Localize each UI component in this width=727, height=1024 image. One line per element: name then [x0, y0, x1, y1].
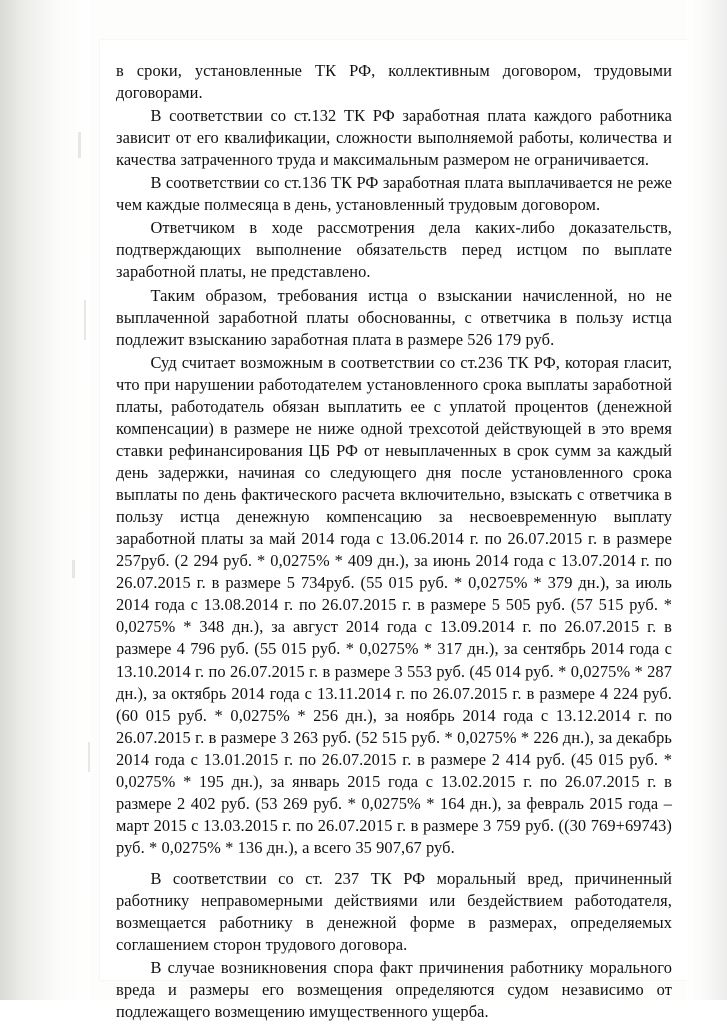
paragraph: В случае возникновения спора факт причинения работнику морального вреда и размеры его возмещения определяются судом независимо от подлежащего возмещению имущественного ущерба.: [116, 958, 672, 1022]
paragraph: В соответствии со ст. 237 ТК РФ моральный вред, причиненный работнику неправомерными действиями или бездействием работодателя, возмещается работнику в денежной форме в размерах, определяемых соглашением сторон трудового договора.: [116, 869, 672, 955]
paragraph: Ответчиком в ходе рассмотрения дела каких-либо доказательств, подтверждающих выполнение обязательств перед истцом по выплате заработной платы, не представлено.: [116, 218, 672, 282]
scan-artifact: [72, 560, 75, 578]
document-sheet: [100, 40, 688, 1022]
paragraph-compensation-calculation: Суд считает возможным в соответствии со ст.236 ТК РФ, которая гласит, что при нарушении работодателем установленного срока выплаты заработной платы, работодатель обязан выплатить ее с уплатой процентов (денежной компенсации) в размере не ниже одной трехсотой действующей в это время ставки рефинансирования ЦБ РФ от невыплаченных в срок сумм за каждый день задержки, начиная со следующего дня после установленного срока выплаты по день фактического расчета включительно, взыскать с ответчика в пользу истца денежную компенсацию за несвоевременную выплату заработной платы за май 2014 года с 13.06.2014 г. по 26.07.2015 г. в размере 257руб. (2 294 руб. * 0,0275% * 409 дн.), за июнь 2014 года с 13.07.2014 г. по 26.07.2015 г. в размере 5 734руб. (55 015 руб. * 0,0275% * 379 дн.), за июль 2014 года с 13.08.2014 г. по 26.07.2015 г. в размере 5 505 руб. (57 515 руб. * 0,0275% * 348 дн.), за август 2014 года с 13.09.2014 г. по 26.07.2015 г. в размере 4 796 руб. (55 015 руб. * 0,0275% * 317 дн.), за сентябрь 2014 года с 13.10.2014 г. по 26.07.2015 г. в размере 3 553 руб. (45 014 руб. * 0,0275% * 287 дн.), за октябрь 2014 года с 13.11.2014 г. по 26.07.2015 г. в размере 4 224 руб. (60 015 руб. * 0,0275% * 256 дн.), за ноябрь 2014 года с 13.12.2014 г. по 26.07.2015 г. в размере 3 263 руб. (52 515 руб. * 0,0275% * 226 дн.), за декабрь 2014 года с 13.01.2015 г. по 26.07.2015 г. в размере 2 414 руб. (45 015 руб. * 0,0275% * 195 дн.), за январь 2015 года с 13.02.2015 г. по 26.07.2015 г. в размере 2 402 руб. (53 269 руб. * 0,0275% * 164 дн.), за февраль 2015 года – март 2015 с 13.03.2015 г. по 26.07.2015 г. в размере 3 759 руб. ((30 769+69743) руб. * 0,0275% * 136 дн.), а всего 35 907,67 руб.: [116, 352, 672, 858]
paragraph: В соответствии со ст.136 ТК РФ заработная плата выплачивается не реже чем каждые полмесяца в день, установленный трудовым договором.: [116, 173, 672, 215]
scan-artifact: [84, 300, 86, 340]
document-text-body: [116, 60, 672, 1024]
paragraph: В соответствии со ст.132 ТК РФ заработная плата каждого работника зависит от его квалификации, сложности выполняемой работы, количества и качества затраченного труда и максимальным размером не ограничивается.: [116, 106, 672, 170]
paragraph: в сроки, установленные ТК РФ, коллективным договором, трудовыми договорами.: [116, 61, 672, 103]
scan-artifact: [88, 742, 90, 772]
paragraph: Таким образом, требования истца о взыскании начисленной, но не выплаченной заработной платы обоснованны, с ответчика в пользу истца подлежит взысканию заработная плата в размере 526 179 руб.: [116, 285, 672, 349]
scan-artifact: [78, 132, 81, 158]
